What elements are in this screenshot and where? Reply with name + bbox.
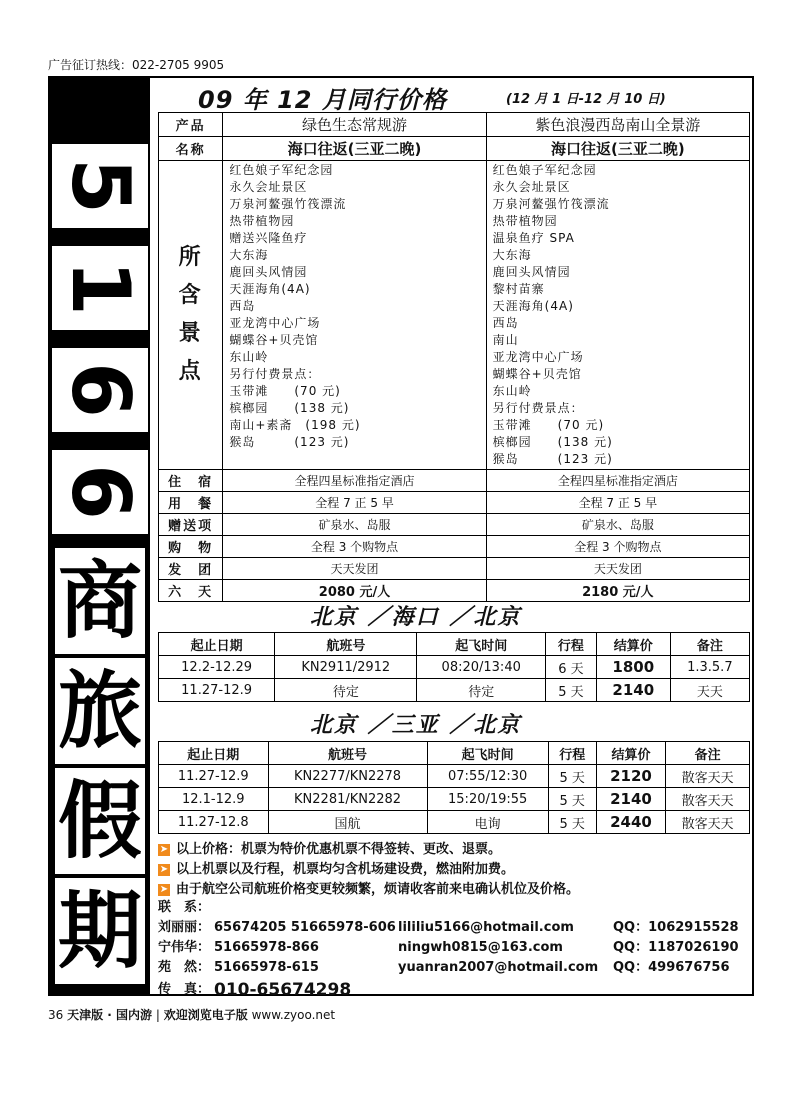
spot-item: 万泉河鳌强竹筏漂流 [229, 197, 347, 211]
cell: 08:20/13:40 [417, 656, 545, 679]
note-text: 以上价格：机票为特价优惠机票不得签转、更改、退票。 [176, 842, 502, 857]
contact-phone: 65674205 51665978-606 [214, 920, 396, 935]
note-text: 以上机票以及行程，机票均匀含机场建设费，燃油附加费。 [176, 862, 515, 877]
cell: 11.27-12.9 [159, 679, 275, 702]
brand-char: 旅 [55, 658, 145, 764]
contact-qq: QQ：1062915528 [613, 920, 739, 935]
note-text: 由于航空公司航班价格变更较频繁，烦请收客前来电确认机位及价格。 [176, 882, 580, 897]
brand-char: 期 [55, 878, 145, 984]
spot-item: 东山岭 [229, 350, 269, 364]
cell: 电询 [427, 811, 548, 834]
contact-email[interactable]: lililiu5166@hotmail.com [398, 920, 574, 935]
table-row [159, 656, 750, 679]
tour2-spots [486, 161, 749, 470]
spot-item: 蝴蝶谷+贝壳馆 [492, 367, 582, 381]
arrow-right-icon: ➤ [159, 843, 169, 855]
product-label: 产品 [159, 113, 223, 137]
cell: 6 天 [545, 656, 596, 679]
col-header: 起飞时间 [427, 742, 548, 765]
spot-item: 红色娘子军纪念园 [229, 163, 334, 177]
tour1-route: 海口往返(三亚二晚) [223, 137, 486, 161]
row-value: 全程四星标准指定酒店 [486, 470, 749, 492]
brand-digit: 6 [52, 348, 148, 432]
cell: 5 天 [548, 788, 596, 811]
arrow-right-icon: ➤ [159, 863, 169, 875]
spot-item: 南山 [492, 333, 519, 347]
site-url[interactable]: www.zyoo.net [251, 1008, 336, 1022]
cell: 国航 [268, 811, 427, 834]
cell: 散客天天 [666, 811, 750, 834]
spot-item: 鹿回头风情园 [229, 265, 308, 279]
spot-item: 东山岭 [492, 384, 532, 398]
row-value: 天天发团 [486, 558, 749, 580]
cell: 12.2-12.29 [159, 656, 275, 679]
col-header: 行程 [548, 742, 596, 765]
cell: 5 天 [548, 811, 596, 834]
price-banner [158, 80, 748, 114]
page-footer [48, 1006, 335, 1023]
cell: 5 天 [548, 765, 596, 788]
row-label: 住 宿 [159, 470, 223, 492]
fax-number: 010-65674298 [214, 980, 352, 1000]
edition-label: 天津版 · 国内游 [67, 1008, 153, 1022]
spot-item: 西岛 [492, 316, 519, 330]
spot-item: 大东海 [229, 248, 269, 262]
spot-item: 热带植物园 [229, 214, 295, 228]
col-header: 备注 [670, 633, 749, 656]
spot-item: 温泉鱼疗 SPA [492, 231, 575, 245]
spot-item: 蝴蝶谷+贝壳馆 [229, 333, 319, 347]
spot-item: 大东海 [492, 248, 532, 262]
col-header: 结算价 [596, 742, 666, 765]
spot-item: 另行付费景点： [492, 401, 584, 415]
cell: 1.3.5.7 [670, 656, 749, 679]
cell: 待定 [275, 679, 417, 702]
contact-email[interactable]: yuanran2007@hotmail.com [398, 960, 599, 975]
note-item [158, 860, 579, 880]
footer-divider: | [155, 1008, 160, 1022]
spot-item: 槟榔园 (138 元) [229, 401, 350, 415]
spot-item: 赠送兴隆鱼疗 [229, 231, 308, 245]
contacts-label: 联 系： [158, 900, 211, 915]
cell: 1800 [596, 656, 670, 679]
spot-item: 猴岛 (123 元) [229, 435, 350, 449]
row-value: 天天发团 [223, 558, 486, 580]
contact-name: 苑 然： [158, 960, 211, 975]
cell: 天天 [670, 679, 749, 702]
arrow-right-icon: ➤ [159, 883, 169, 895]
spot-item: 黎村苗寨 [492, 282, 545, 296]
name-label: 名称 [159, 137, 223, 161]
ad-hotline: 广告征订热线：022-2705 9905 [48, 58, 225, 72]
notes [158, 840, 579, 900]
cell: 散客天天 [666, 765, 750, 788]
col-header: 起飞时间 [417, 633, 545, 656]
col-header: 行程 [545, 633, 596, 656]
flight-table-haikou [158, 632, 750, 702]
table-row [159, 765, 750, 788]
row-value: 全程 7 正 5 早 [223, 492, 486, 514]
cell: 2120 [596, 765, 666, 788]
cell: 2140 [596, 679, 670, 702]
row-label: 赠送项 [159, 514, 223, 536]
brand-digit: 1 [52, 246, 148, 330]
cell: 2440 [596, 811, 666, 834]
cell: 07:55/12:30 [427, 765, 548, 788]
brand-digits [54, 138, 147, 546]
price-value: 2180 元/人 [486, 580, 749, 602]
tour1-spots [223, 161, 486, 470]
tour2-name: 紫色浪漫西岛南山全景游 [486, 113, 749, 137]
cell: 待定 [417, 679, 545, 702]
cell: KN2281/KN2282 [268, 788, 427, 811]
brand-digit: 5 [52, 144, 148, 228]
contact-phone: 51665978-615 [214, 960, 319, 975]
spot-item: 鹿回头风情园 [492, 265, 571, 279]
cell: 散客天天 [666, 788, 750, 811]
row-label: 用 餐 [159, 492, 223, 514]
spot-item: 永久会址景区 [229, 180, 308, 194]
table-row [159, 788, 750, 811]
brand-chars [55, 548, 145, 988]
spots-label: 所 含 景 点 [159, 161, 223, 470]
spot-item: 槟榔园 (138 元) [492, 435, 613, 449]
table-row [159, 679, 750, 702]
fax-label: 传 真： [158, 982, 211, 997]
note-item [158, 880, 579, 900]
spot-item: 天涯海角(4A) [492, 299, 574, 313]
route-title: 北京 ／三亚 ／北京 [310, 713, 522, 738]
spot-item: 猴岛 (123 元) [492, 452, 613, 466]
spot-item: 红色娘子军纪念园 [492, 163, 597, 177]
route-title: 北京 ／海口 ／北京 [310, 605, 522, 630]
cell: 5 天 [545, 679, 596, 702]
col-header: 起止日期 [159, 633, 275, 656]
row-value: 矿泉水、岛服 [223, 514, 486, 536]
row-value: 全程 3 个购物点 [223, 536, 486, 558]
row-label: 购 物 [159, 536, 223, 558]
sidebar-brand [50, 78, 150, 994]
spot-item: 南山+素斋 (198 元) [229, 418, 361, 432]
row-label: 发 团 [159, 558, 223, 580]
spot-item: 天涯海角(4A) [229, 282, 311, 296]
spot-item: 玉带滩 (70 元) [229, 384, 341, 398]
cell: 12.1-12.9 [159, 788, 269, 811]
col-header: 航班号 [275, 633, 417, 656]
row-value: 全程 3 个购物点 [486, 536, 749, 558]
spot-item: 另行付费景点： [229, 367, 321, 381]
spot-item: 永久会址景区 [492, 180, 571, 194]
browse-label: 欢迎浏览电子版 [163, 1008, 248, 1022]
tour2-route: 海口往返(三亚二晚) [486, 137, 749, 161]
spot-item: 热带植物园 [492, 214, 558, 228]
cell: 11.27-12.9 [159, 765, 269, 788]
banner-title: 09 年 12 月同行价格 [198, 86, 447, 114]
flight-table-sanya [158, 741, 750, 834]
row-label: 六 天 [159, 580, 223, 602]
banner-subtitle: (12 月 1 日-12 月 10 日) [506, 92, 666, 107]
cell: 2140 [596, 788, 666, 811]
contact-email[interactable]: ningwh0815@163.com [398, 940, 563, 955]
contact-name: 刘丽丽： [158, 920, 211, 935]
col-header: 起止日期 [159, 742, 269, 765]
spot-item: 玉带滩 (70 元) [492, 418, 605, 432]
contact-phone: 51665978-866 [214, 940, 319, 955]
brand-char: 商 [55, 548, 145, 654]
cell: 15:20/19:55 [427, 788, 548, 811]
cell: KN2911/2912 [275, 656, 417, 679]
spot-item: 西岛 [229, 299, 256, 313]
col-header: 航班号 [268, 742, 427, 765]
cell: 11.27-12.8 [159, 811, 269, 834]
price-value: 2080 元/人 [223, 580, 486, 602]
cell: KN2277/KN2278 [268, 765, 427, 788]
table-row [159, 811, 750, 834]
page-number: 36 [48, 1008, 64, 1022]
spot-item: 亚龙湾中心广场 [492, 350, 584, 364]
note-item [158, 840, 579, 860]
col-header: 备注 [666, 742, 750, 765]
spot-item: 亚龙湾中心广场 [229, 316, 321, 330]
contact-qq: QQ：1187026190 [613, 940, 739, 955]
row-value: 全程 7 正 5 早 [486, 492, 749, 514]
contact-qq: QQ：499676756 [613, 960, 730, 975]
col-header: 结算价 [596, 633, 670, 656]
brand-digit: 6 [52, 450, 148, 534]
row-value: 全程四星标准指定酒店 [223, 470, 486, 492]
brand-char: 假 [55, 768, 145, 874]
contact-name: 宁伟华： [158, 940, 211, 955]
tour1-name: 绿色生态常规游 [223, 113, 486, 137]
spot-item: 万泉河鳌强竹筏漂流 [492, 197, 610, 211]
row-value: 矿泉水、岛服 [486, 514, 749, 536]
tour-table [158, 112, 750, 602]
